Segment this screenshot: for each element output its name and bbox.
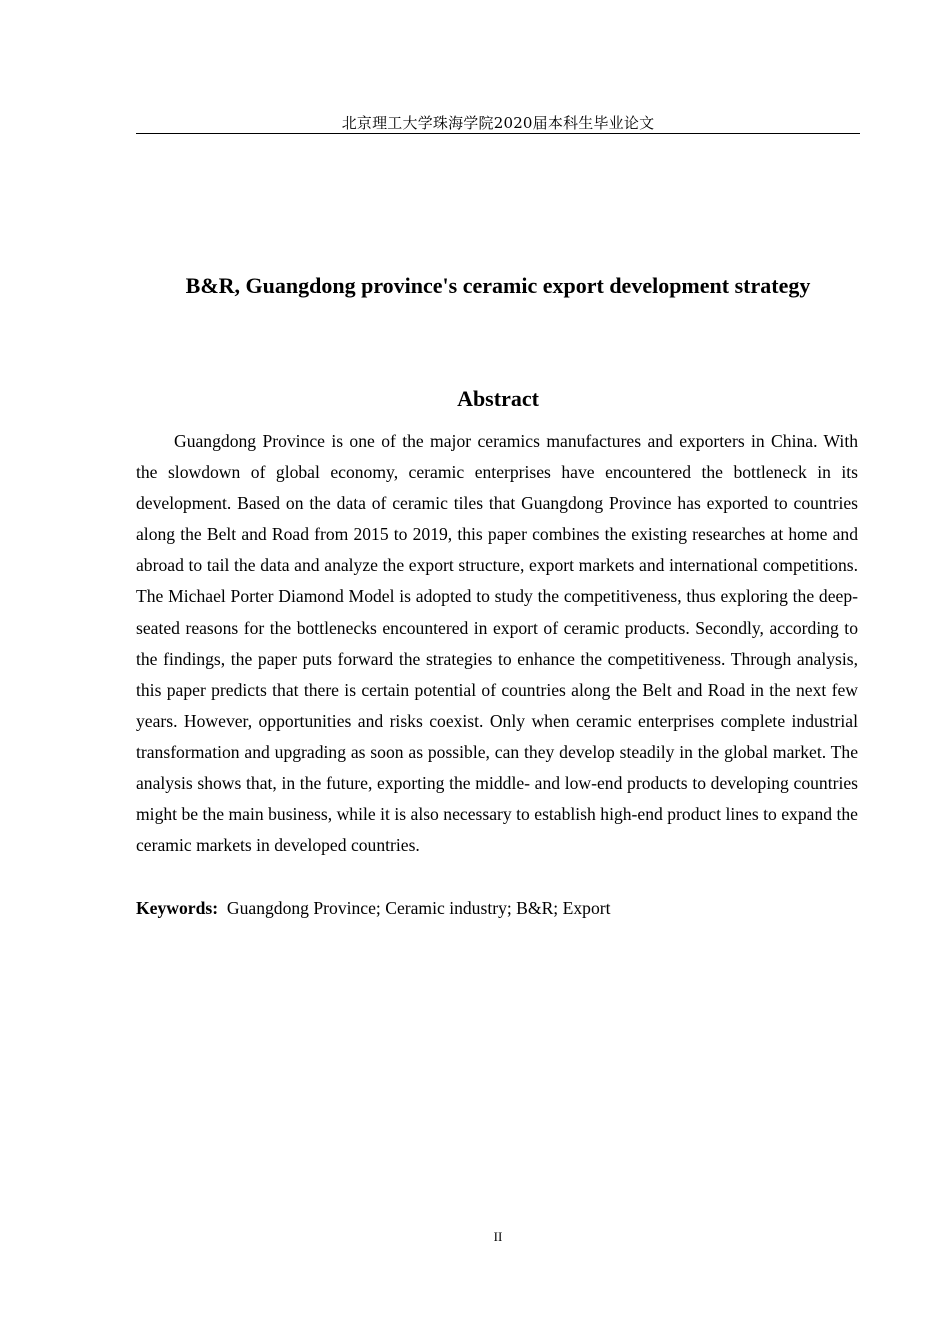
keywords-value: Guangdong Province; Ceramic industry; B&R; Export (226, 898, 611, 918)
header-divider (136, 133, 860, 134)
running-header: 北京理工大学珠海学院2020届本科生毕业论文 (341, 114, 655, 132)
abstract-body: Guangdong Province is one of the major ceramics manufactures and exporters in China. With the slowdown of global economy, ceramic enterprises have encountered the bottleneck in its development. Based on the data of ceramic tiles that Guangdong Province has exported to countries along the Belt and Road from 2015 to 2019, this paper combines the existing researches at home and abroad to tail the data and analyze the export structure, export markets and international competitions. The Michael Porter Diamond Model is adopted to study the competitiveness, thus exploring the deep-seated reasons for the bottlenecks encountered in export of ceramic products. Secondly, according to the findings, the paper puts forward the strategies to enhance the competitiveness. Through analysis, this paper predicts that there is certain potential of countries along the Belt and Road in the next few years. However, opportunities and risks coexist. Only when ceramic enterprises complete industrial transformation and upgrading as soon as possible, can they develop steadily in the global market. The analysis shows that, in the future, exporting the middle- and low-end products to developing countries might be the main business, while it is also necessary to establish high-end product lines to expand the ceramic markets in developed countries. (136, 431, 858, 856)
paper-title: B&R, Guangdong province's ceramic export development strategy (185, 273, 811, 298)
keywords-label: Keywords: (136, 898, 219, 918)
page-number: II (493, 1229, 503, 1244)
abstract-heading: Abstract (457, 386, 539, 411)
keywords-line (136, 893, 858, 923)
